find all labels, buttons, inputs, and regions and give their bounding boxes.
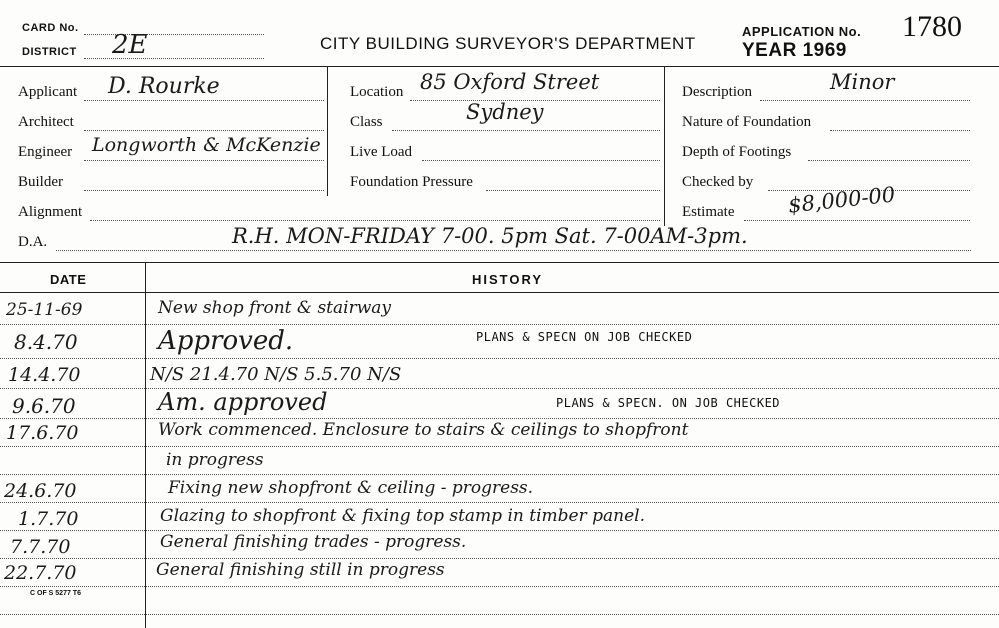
district-line [84, 58, 264, 59]
live-load-label: Live Load [350, 144, 413, 160]
row-separator [0, 388, 999, 389]
row-date: 24.6.70 [4, 480, 77, 502]
location-value: 85 Oxford Street [420, 70, 600, 94]
header-divider [0, 66, 999, 67]
row-entry: General finishing trades - progress. [160, 532, 467, 552]
row-date: 8.4.70 [14, 330, 78, 354]
row-stamp: PLANS & SPECN ON JOB CHECKED [476, 330, 693, 344]
row-date: 14.4.70 [8, 364, 81, 386]
nature-line [830, 130, 970, 131]
alignment-label: Alignment [18, 204, 83, 220]
upper-divider-left [327, 66, 328, 196]
row-separator [0, 418, 999, 419]
da-label: D.A. [18, 234, 48, 250]
table-top-rule [0, 262, 999, 263]
row-date: 25-11-69 [6, 300, 83, 320]
engineer-line [84, 160, 324, 161]
checked-by-label: Checked by [682, 174, 754, 190]
row-date: 22.7.70 [4, 562, 77, 584]
row-separator [0, 446, 999, 447]
foundation-pressure-label: Foundation Pressure [350, 174, 473, 190]
nature-of-foundation-label: Nature of Foundation [682, 114, 812, 130]
engineer-value: Longworth & McKenzie [92, 134, 321, 156]
row-separator [0, 558, 999, 559]
form-code: C OF S 5277 T6 [30, 590, 81, 597]
row-separator [0, 530, 999, 531]
card-no-label: CARD No. [22, 22, 79, 34]
architect-line [84, 130, 324, 131]
upper-divider-right [664, 66, 665, 226]
application-label: APPLICATION No. [742, 24, 862, 39]
department-title: CITY BUILDING SURVEYOR'S DEPARTMENT [320, 34, 696, 53]
depth-line [808, 160, 970, 161]
row-date: 7.7.70 [10, 536, 71, 558]
estimate-label: Estimate [682, 204, 735, 220]
engineer-label: Engineer [18, 144, 73, 160]
year-label: YEAR 1969 [742, 40, 847, 61]
builder-label: Builder [18, 174, 63, 190]
estimate-value: $8,000-00 [787, 182, 897, 218]
row-entry: Am. approved [158, 388, 328, 416]
applicant-label: Applicant [18, 84, 78, 100]
row-date: 1.7.70 [18, 508, 79, 530]
hours-note: R.H. MON-FRIDAY 7-00. 5pm Sat. 7-00AM-3pm. [232, 224, 748, 248]
live-load-line [422, 160, 660, 161]
row-entry: General finishing still in progress [156, 560, 445, 580]
row-separator [0, 358, 999, 359]
location-label: Location [350, 84, 404, 100]
row-entry: Fixing new shopfront & ceiling - progress. [168, 478, 534, 498]
row-separator [0, 502, 999, 503]
description-line [760, 100, 970, 101]
description-label: Description [682, 84, 752, 100]
row-entry: N/S 21.4.70 N/S 5.5.70 N/S [150, 364, 402, 385]
applicant-value: D. Rourke [108, 74, 220, 99]
class-line [392, 130, 660, 131]
district-value: 2E [112, 30, 148, 60]
row-date: 17.6.70 [6, 422, 79, 444]
row-entry: Approved. [158, 326, 294, 356]
row-stamp: PLANS & SPECN. ON JOB CHECKED [556, 396, 781, 410]
history-header: HISTORY [472, 272, 544, 287]
row-entry: in progress [166, 450, 264, 470]
description-value: Minor [830, 70, 895, 94]
table-header-rule [0, 292, 999, 293]
location-value-city: Sydney [466, 100, 544, 124]
row-separator [0, 324, 999, 325]
depth-of-footings-label: Depth of Footings [682, 144, 792, 160]
row-date: 9.6.70 [12, 394, 76, 418]
estimate-line [744, 220, 970, 221]
architect-label: Architect [18, 114, 74, 130]
row-entry: Work commenced. Enclosure to stairs & ceilings to shopfront [158, 420, 689, 440]
builder-line [84, 190, 324, 191]
row-entry: New shop front & stairway [158, 298, 392, 318]
row-entry: Glazing to shopfront & fixing top stamp in timber panel. [160, 506, 645, 526]
row-separator [0, 474, 999, 475]
application-number: 1780 [902, 10, 962, 43]
card-no-line [84, 34, 264, 35]
date-header: DATE [50, 272, 87, 287]
row-separator [0, 586, 999, 587]
row-separator [0, 614, 999, 615]
district-label: DISTRICT [22, 46, 77, 58]
da-line [56, 250, 971, 251]
applicant-line [84, 100, 324, 101]
alignment-line [90, 220, 660, 221]
class-label: Class [350, 114, 383, 130]
foundation-pressure-line [486, 190, 660, 191]
